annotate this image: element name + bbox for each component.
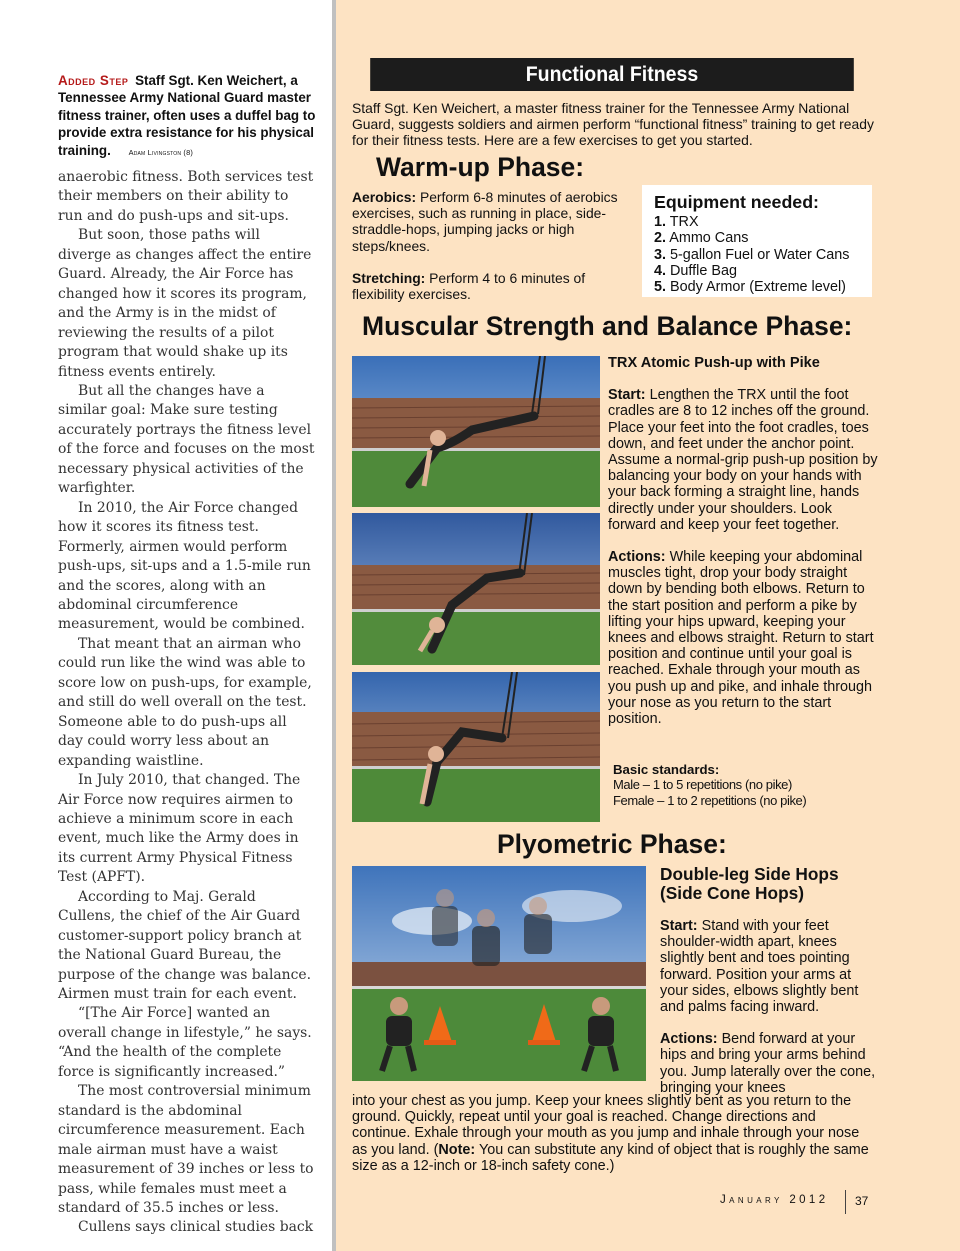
basic-standards <box>613 762 873 808</box>
list-item: 2. Ammo Cans <box>654 230 749 247</box>
aerobics-label: Aerobics: <box>352 189 417 205</box>
article-paragraph: Cullens says clinical studies back <box>78 1219 314 1236</box>
article-paragraph: But soon, those paths will diverge as changes affect the entire Guard. Already, the Air Force has changed how it scores its program, and the Army is in the midst of reviewing the results of a pilot program that would shake up its fitness events entirely. <box>58 227 312 380</box>
hops-instructions <box>660 865 880 1112</box>
caption-text: Staff Sgt. Ken Weichert, a Tennessee Army National Guard master fitness trainer, often uses a duffel bag to provide extra resistance for his physical training. <box>58 73 316 158</box>
start-text: Lengthen the TRX until the foot cradles are 8 to 12 inches off the ground. Place your feet into the foot cradles, toes down, and feet under the anchor point. Assume a normal-grip push-up position by balancing your body on your hands with your back forming a straight line, hands directly under your shoulders. Look forward and keep your feet together. <box>608 387 878 533</box>
warmup-heading: Warm-up Phase: <box>376 152 585 182</box>
article-paragraph: “[The Air Force] wanted an overall change in lifestyle,” he says. “And the health of the complete force is significantly increased.” <box>58 1005 312 1080</box>
stretching-text: Perform 4 to 6 minutes of flexibility exercises. <box>352 269 586 303</box>
start-label: Start: <box>660 918 698 934</box>
column-divider <box>332 0 336 1251</box>
trx-pushup-photo-2 <box>352 672 600 822</box>
actions-label: Actions: <box>608 549 666 566</box>
warmup-text <box>352 189 634 318</box>
actions-text: While keeping your abdominal muscles tight, drop your body straight down by bending both elbows. Return to the start position and perform a pike by lifting your hips upward, keeping your knees and elbows straight. Return to start position and continue until your goal is reached. Exhale through your mouth as you push up and pike, and inhale through your nose as you return to the start position. <box>608 549 874 728</box>
plyometric-heading: Plyometric Phase: <box>497 829 727 859</box>
sidebar-title: Functional Fitness <box>370 58 854 91</box>
female-standard: Female – 1 to 2 repetitions (no pike) <box>613 792 807 808</box>
article-paragraph: In 2010, the Air Force changed how it scores its fitness test. Formerly, airmen would perform push-ups, sit-ups and a 1.5-mile run and the scores, along with an abdominal circumference measurement, would be combined. <box>58 499 311 633</box>
actions-label: Actions: <box>660 1031 718 1048</box>
standards-heading: Basic standards: <box>613 762 720 777</box>
photo-credit: Adam Livingston (8) <box>128 147 194 157</box>
note-text: You can substitute any kind of object that is roughly the same size as a 12-inch or 18-inch safety cone.) <box>352 1141 869 1174</box>
actions-text: Bend forward at your hips and bring your arms behind you. Jump laterally over the cone, bringing your knees <box>660 1031 876 1096</box>
male-standard: Male – 1 to 5 repetitions (no pike) <box>613 777 792 793</box>
start-text: Stand with your feet shoulder-width apart, knees slightly bent and toes pointing forward. Position your arms at your sides, elbows slightly bent and palms facing inward. <box>660 918 859 1016</box>
trx-exercise-title: TRX Atomic Push-up with Pike <box>608 355 820 371</box>
equipment-box <box>642 185 872 297</box>
article-paragraph: According to Maj. Gerald Cullens, the chief of the Air Guard customer-support policy branch at the National Guard Bureau, the purpose of the change was balance. Airmen must train for each event. <box>58 888 312 1003</box>
list-item: 5. Body Armor (Extreme level) <box>654 279 846 296</box>
issue-date: January 2012 <box>720 1194 829 1206</box>
trx-instructions <box>608 355 878 743</box>
article-paragraph: In July 2010, that changed. The Air Force now requires airmen to achieve a minimum score in each event, much like the Army does in its current Army Physical Fitness Test (APFT). <box>58 772 301 886</box>
trx-pushup-photo-1 <box>352 356 600 507</box>
equipment-heading: Equipment needed: <box>654 192 819 212</box>
hops-continued: into your chest as you jump. Keep your knees slightly bent as you return to the ground. Quickly, repeat until your goal is reached. Change directions and continue. Exhale through your mouth as you jump and inhale through your nose as you land. (Note: You can substitute any kind of object that is roughly the same size as a 12-inch or 18-inch safety cone.) <box>352 1093 869 1174</box>
start-label: Start: <box>608 387 646 404</box>
cone-hops-photo <box>352 866 646 1081</box>
article-body <box>58 168 316 1238</box>
note-label: Note: <box>438 1141 476 1158</box>
page-number: 37 <box>855 1194 869 1208</box>
article-paragraph: But all the changes have a similar goal: Make sure testing accurately portrays the fitness level of the force and focuses on the most necessary physical activities of the warfighter. <box>58 382 315 497</box>
trx-pike-photo <box>352 513 600 665</box>
sidebar-intro: Staff Sgt. Ken Weichert, a master fitness trainer for the Tennessee Army National Guard, suggests soldiers and airmen perform “functional fitness” training to get ready for their fitness tests. Here are a few exercises to get you started. <box>352 100 874 149</box>
list-item: 4. Duffle Bag <box>654 262 737 279</box>
list-item: 3. 5-gallon Fuel or Water Cans <box>654 246 850 263</box>
equipment-list <box>654 214 872 295</box>
article-paragraph: The most controversial minimum standard is the abdominal circumference measurement. Each male airman must have a waist measurement of 39 inches or less to pass, while females must meet a standard of 35.5 inches or less. <box>58 1083 314 1217</box>
aerobics-text: Perform 6-8 minutes of aerobics exercises, such as running in place, side-straddle-hops, jumping jacks or high steps/knees. <box>352 189 618 254</box>
list-item: 1. TRX <box>654 214 699 230</box>
caption-lead: Added Step <box>58 73 129 88</box>
hops-exercise-title: Double-leg Side Hops (Side Cone Hops) <box>660 864 839 903</box>
article-paragraph: That meant that an airman who could run like the wind was able to score low on push-ups, for example, and still do well overall on the test. Someone able to do push-ups all day could worry less about an expanding waistline. <box>58 635 312 769</box>
footer-rule <box>845 1190 846 1214</box>
strength-heading: Muscular Strength and Balance Phase: <box>362 311 853 341</box>
photo-caption <box>58 72 324 161</box>
article-paragraph: anaerobic fitness. Both services test their members on their ability to run and do push-ups and sit-ups. <box>58 169 314 224</box>
stretching-label: Stretching: <box>352 269 426 286</box>
